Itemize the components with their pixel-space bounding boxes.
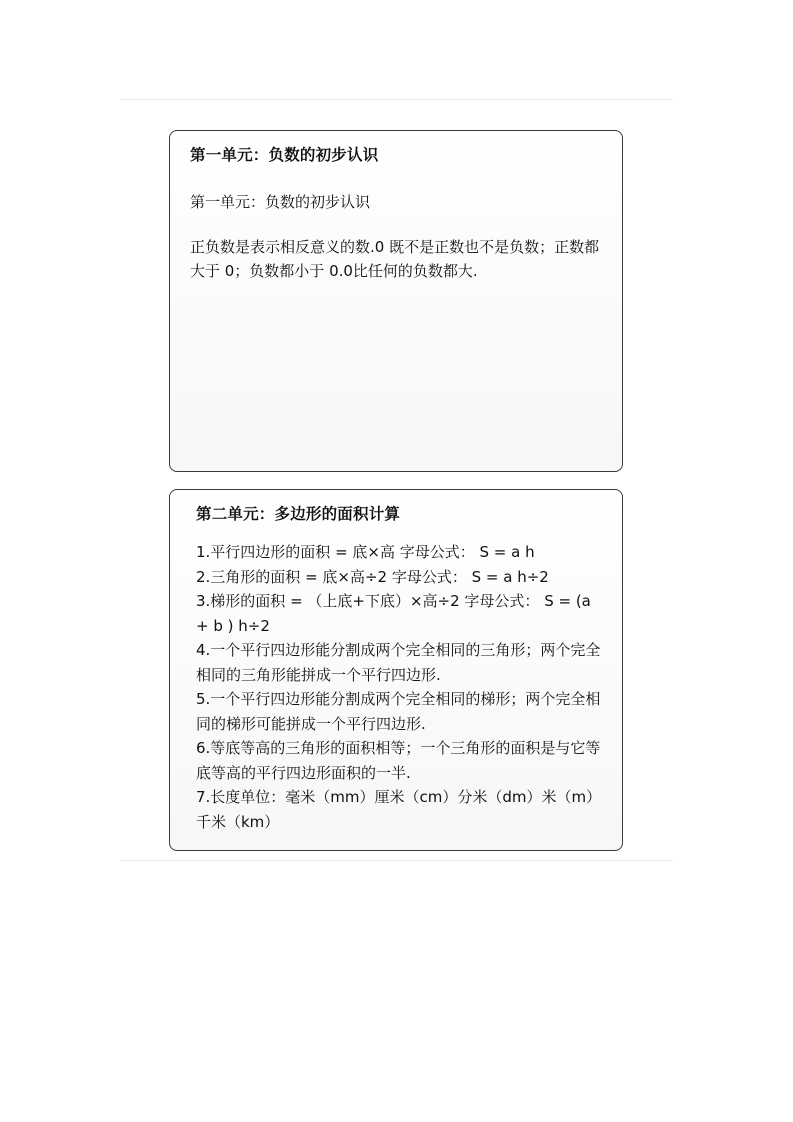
bottom-divider: [120, 860, 673, 861]
list-item: 3.梯形的面积 = （上底+下底）×高÷2 字母公式： S = (a + b ) h÷2: [196, 592, 591, 635]
unit1-paragraph: 正负数是表示相反意义的数.0 既不是正数也不是负数；正数都大于 0；负数都小于 0.0比任何的负数都大.: [190, 238, 600, 280]
list-item: 2.三角形的面积 = 底×高÷2 字母公式： S = a h÷2: [196, 567, 549, 586]
top-divider: [120, 99, 673, 100]
list-item: 4.一个平行四边形能分割成两个完全相同的三角形；两个完全相同的三角形能拼成一个平行四边形.: [196, 641, 601, 684]
unit2-list: [196, 540, 608, 834]
unit1-subtitle: 第一单元：负数的初步认识: [190, 193, 371, 211]
list-item: 7.长度单位：毫米（mm）厘米（cm）分米（dm）米（m）千米（km）: [196, 788, 602, 831]
unit1-title: 第一单元：负数的初步认识: [190, 146, 379, 164]
list-item: 5.一个平行四边形能分割成两个完全相同的梯形；两个完全相同的梯形可能拼成一个平行四边形.: [196, 690, 601, 733]
list-item: 6.等底等高的三角形的面积相等；一个三角形的面积是与它等底等高的平行四边形面积的一半.: [196, 739, 601, 782]
unit1-card: [169, 130, 623, 472]
unit2-card: [169, 489, 623, 851]
unit2-title: 第二单元：多边形的面积计算: [196, 505, 401, 523]
list-item: 1.平行四边形的面积 = 底×高 字母公式： S = a h: [196, 543, 535, 561]
